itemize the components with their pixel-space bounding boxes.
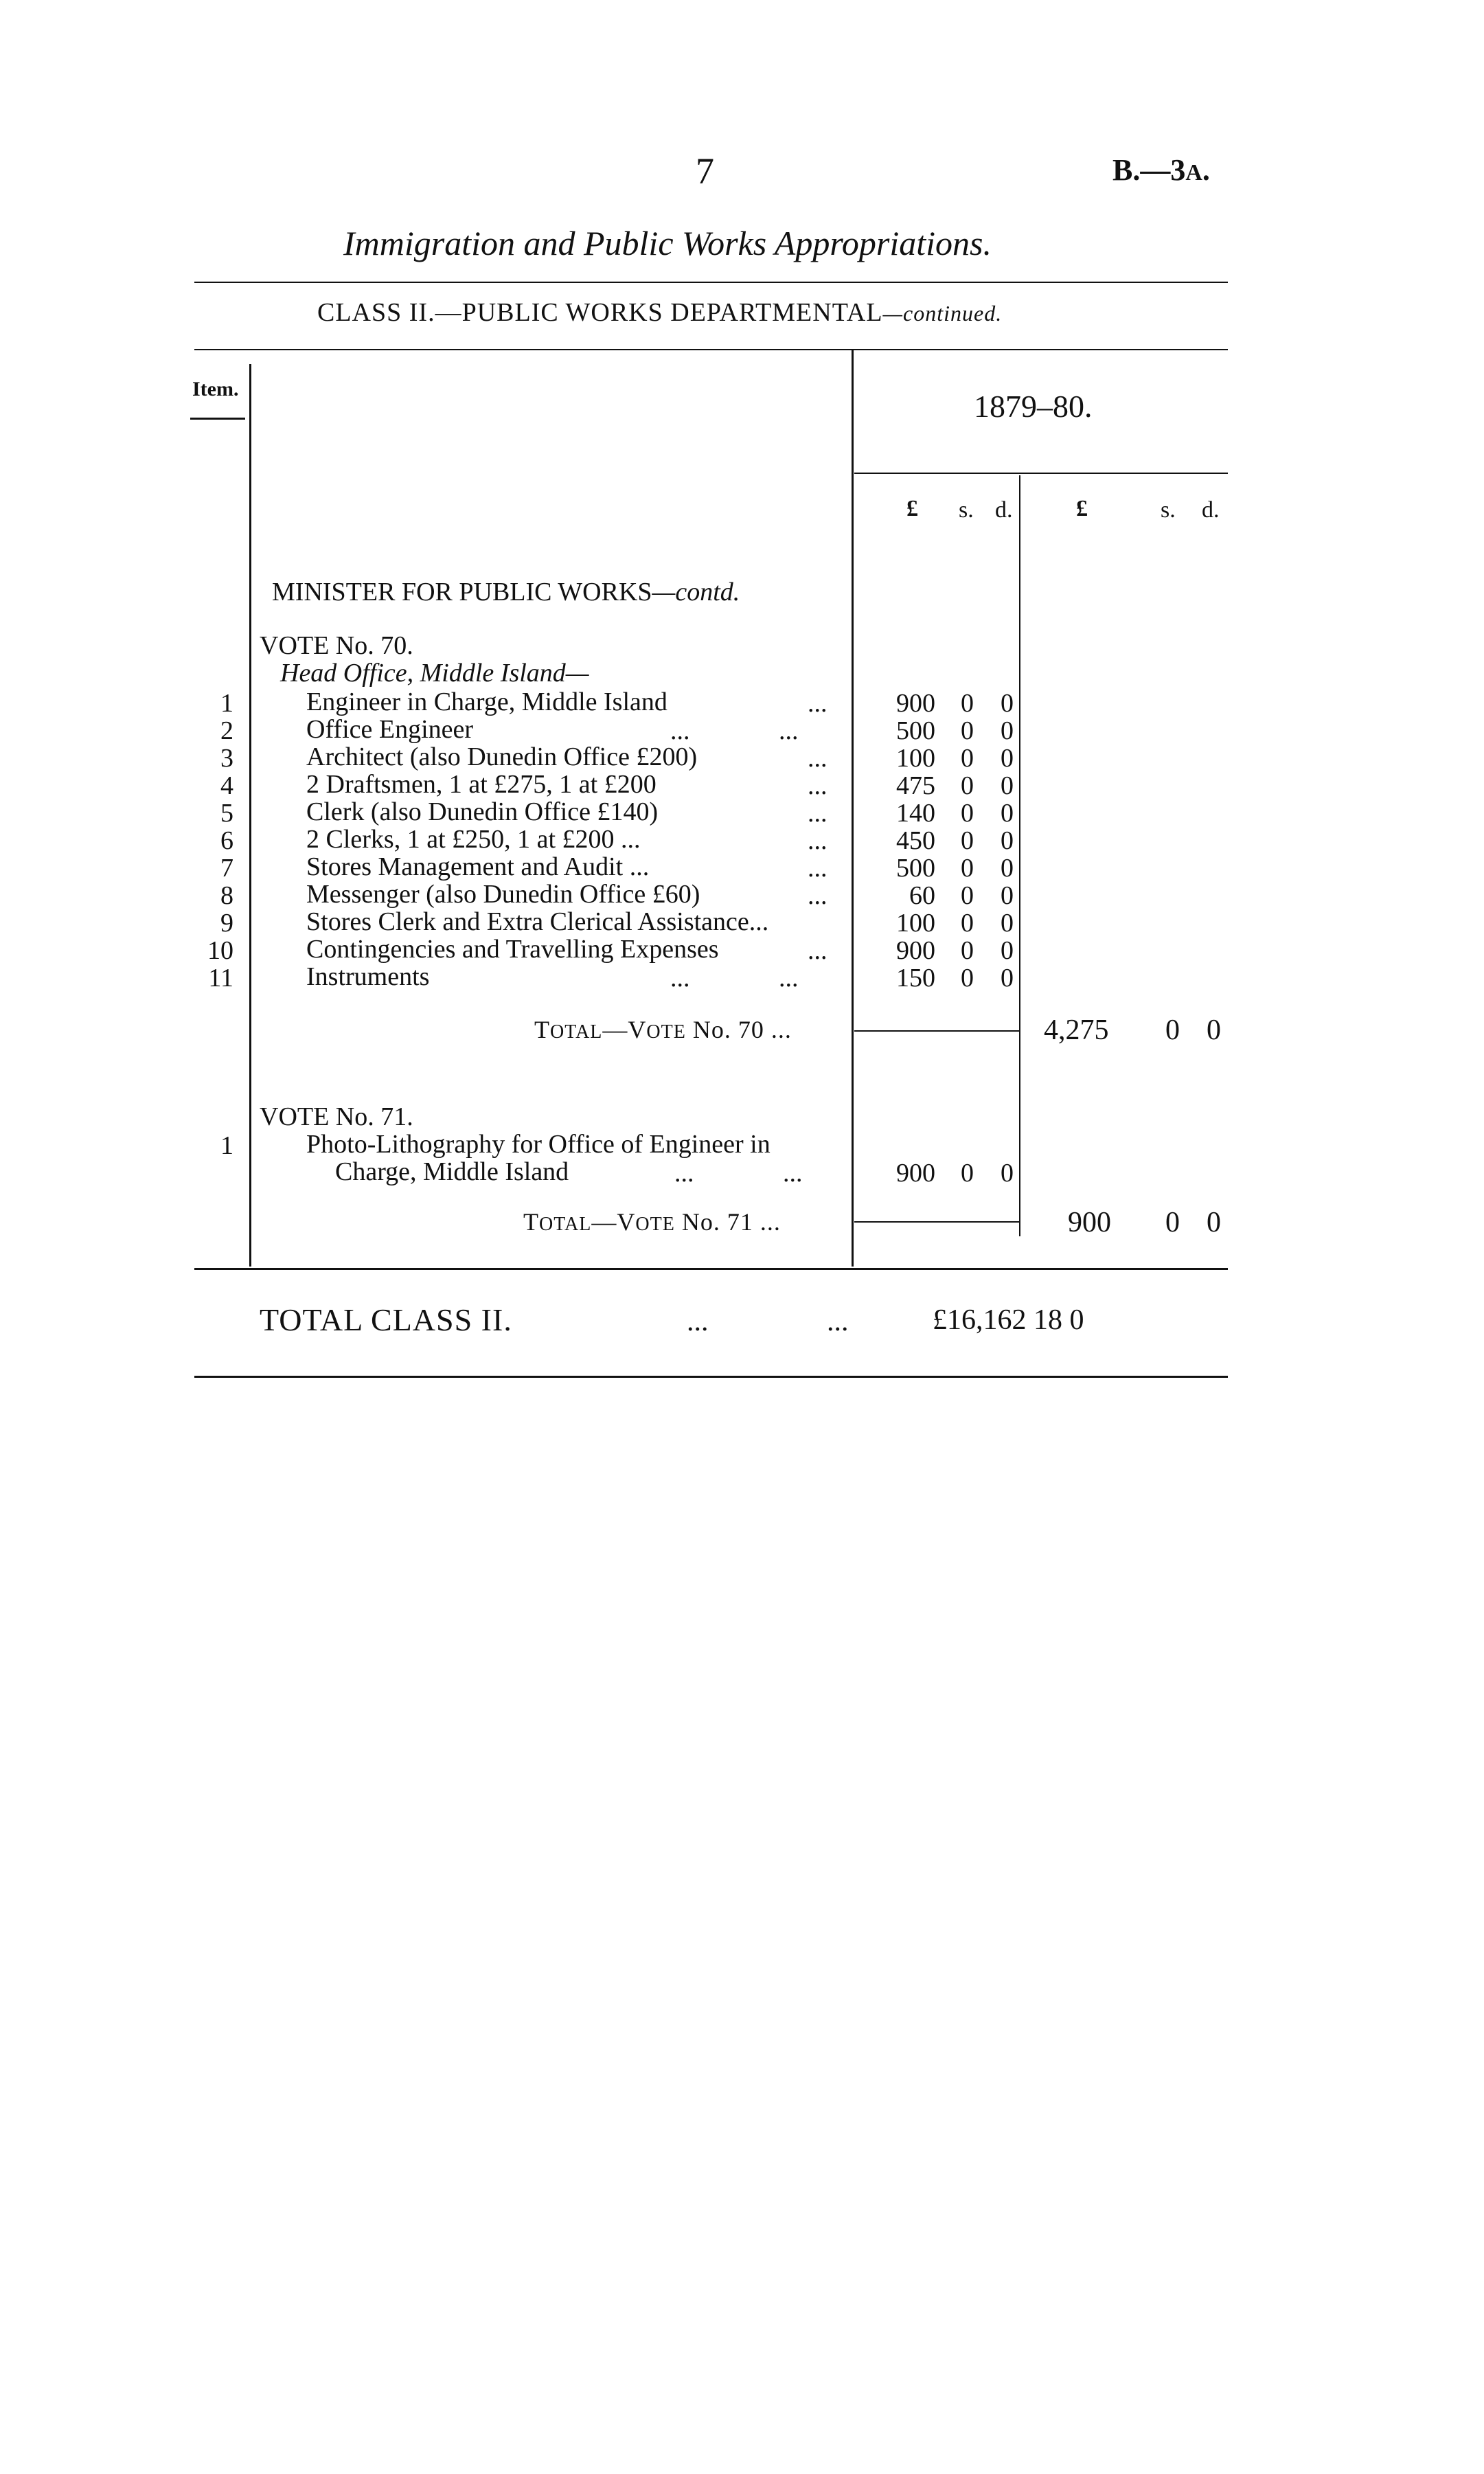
leader-dots: ... [808,799,827,828]
item-column-header: Item. [192,378,239,400]
amount-shillings: 0 [961,689,974,718]
item-description: Instruments [306,962,430,991]
item-number: 9 [220,909,233,938]
minister-heading: MINISTER FOR PUBLIC WORKS—contd. [272,578,740,606]
item-description: Stores Clerk and Extra Clerical Assistance... [306,907,769,936]
item-number: 6 [220,826,233,855]
amount-pence: 0 [1001,771,1014,800]
running-title: Immigration and Public Works Appropriations. [343,224,992,262]
shillings-header-1: s. [959,497,974,523]
item-description-cont: Charge, Middle Island [335,1157,569,1186]
amount-pence: 0 [1001,716,1014,745]
grand-total-amount: £16,162 18 0 [933,1304,1084,1336]
item-number: 2 [220,716,233,745]
item-number: 5 [220,799,233,828]
item-description: 2 Clerks, 1 at £250, 1 at £200 ... [306,825,641,854]
amount-pounds: 900 [896,936,935,965]
vote-71-total-pounds: 900 [1068,1207,1111,1238]
grand-total-label: TOTAL CLASS II. [260,1302,512,1337]
item-number: 1 [220,1131,233,1160]
leader-dots: ... [808,771,827,800]
description-column-rule [852,350,854,1267]
grand-total-dots-2: ... [827,1306,849,1337]
pounds-header-2: £ [1076,496,1088,521]
amount-shillings: 0 [961,716,974,745]
document-reference [1112,152,1210,188]
table-bottom-rule [194,1268,1228,1270]
vote-70-total-rule [854,1030,1019,1032]
pence-header-2: d. [1202,497,1220,523]
item-number: 3 [220,744,233,773]
amount-pounds: 475 [896,771,935,800]
amount-pence: 0 [1001,881,1014,910]
vote-71-heading: VOTE No. 71. [260,1102,413,1131]
amount-pounds: 100 [896,909,935,938]
amount-pounds: 100 [896,744,935,773]
item-description: 2 Draftsmen, 1 at £275, 1 at £200 [306,770,657,799]
leader-dots: ... [808,689,827,718]
amount-pence: 0 [1001,689,1014,718]
amount-shillings: 0 [961,881,974,910]
vote-70-total-pence: 0 [1207,1014,1221,1046]
amount-pence: 0 [1001,826,1014,855]
leader-dots: ... [808,854,827,883]
vote-71-total-rule [854,1221,1019,1223]
item-number: 1 [220,689,233,718]
vote-70-total-pounds: 4,275 [1044,1014,1109,1046]
vote-70-subheading: Head Office, Middle Island— [280,659,589,688]
vote-70-total-label: TOTAL—VOTE No. 70 ... [534,1016,792,1043]
page-number: 7 [696,150,714,192]
item-description: Office Engineer [306,715,474,744]
amount-pence: 0 [1001,854,1014,883]
leader-dots: ... [808,826,827,855]
shillings-header-2: s. [1161,497,1176,523]
leader-dots: ... [808,881,827,910]
item-description: Engineer in Charge, Middle Island [306,688,667,716]
amount-pounds: 450 [896,826,935,855]
title-rule [194,282,1228,283]
amount-shillings: 0 [961,771,974,800]
item-description: Messenger (also Dunedin Office £60) [306,880,700,909]
item-description: Stores Management and Audit ... [306,852,650,881]
amount-shillings: 0 [961,936,974,965]
amount-shillings: 0 [961,1159,974,1188]
item-description: Clerk (also Dunedin Office £140) [306,797,659,826]
item-number: 11 [208,964,233,992]
class-heading [317,297,1002,328]
leader-dots: ... ... [670,964,799,992]
reference-main: B.—3 [1112,153,1186,187]
leader-dots: ... [808,744,827,773]
amount-pounds: 500 [896,854,935,883]
amount-pounds: 140 [896,799,935,828]
item-header-underline [190,418,245,420]
amount-pounds: 60 [909,881,935,910]
vote-71-total-pence: 0 [1207,1207,1221,1238]
reference-period: . [1202,153,1210,187]
grand-total-rule [194,1376,1228,1378]
grand-total-dots-1: ... [687,1306,709,1337]
amount-pounds: 900 [896,689,935,718]
amount-pounds: 900 [896,1159,935,1188]
item-description: Contingencies and Travelling Expenses [306,935,719,964]
vote-70-total-shillings: 0 [1165,1014,1180,1046]
vote-70-heading: VOTE No. 70. [260,631,413,660]
amount-pence: 0 [1001,964,1014,992]
amount-shillings: 0 [961,799,974,828]
class-heading-main: CLASS II.—PUBLIC WORKS DEPARTMENTAL [317,298,883,327]
amount-pence: 0 [1001,744,1014,773]
pounds-header-1: £ [906,496,918,521]
item-description: Photo-Lithography for Office of Engineer in [306,1130,770,1159]
amount-shillings: 0 [961,744,974,773]
amount-pence: 0 [1001,909,1014,938]
leader-dots: ... ... [674,1159,803,1188]
amount-pence: 0 [1001,799,1014,828]
item-number: 10 [207,936,233,965]
pence-column-rule [1019,475,1020,1236]
vote-71-total-shillings: 0 [1165,1207,1180,1238]
leader-dots: ... ... [670,716,799,745]
amount-pounds: 150 [896,964,935,992]
leader-dots: ... [808,936,827,965]
item-number: 4 [220,771,233,800]
pence-header-1: d. [995,497,1013,523]
table-top-rule [194,349,1228,350]
amount-shillings: 0 [961,854,974,883]
item-description: Architect (also Dunedin Office £200) [306,742,698,771]
amount-shillings: 0 [961,826,974,855]
year-header-rule [854,473,1228,474]
reference-suffix: A [1185,160,1202,185]
amount-pounds: 500 [896,716,935,745]
amount-pence: 0 [1001,936,1014,965]
vote-71-total-label: TOTAL—VOTE No. 71 ... [523,1208,781,1236]
amount-pence: 0 [1001,1159,1014,1188]
item-column-rule [249,364,251,1267]
year-column-header: 1879–80. [974,389,1093,424]
amount-shillings: 0 [961,909,974,938]
item-number: 7 [220,854,233,883]
item-number: 8 [220,881,233,910]
class-heading-continued: —continued. [882,301,1003,326]
amount-shillings: 0 [961,964,974,992]
